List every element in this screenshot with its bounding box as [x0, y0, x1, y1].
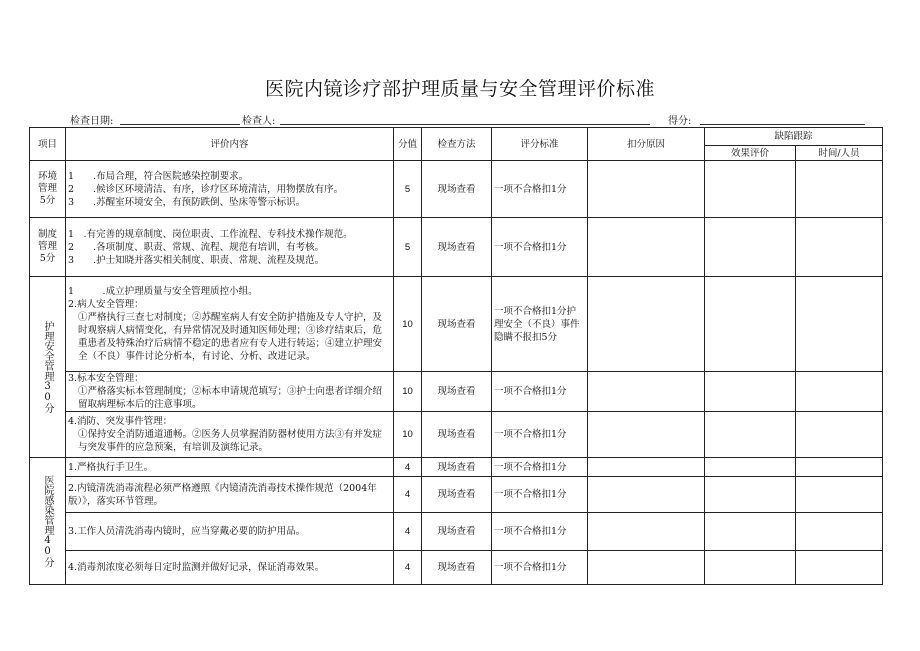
header-item: 项目 — [30, 128, 66, 161]
effect-evaluation-cell[interactable] — [705, 412, 796, 458]
check-method: 现场查看 — [422, 412, 492, 458]
table-row — [30, 551, 883, 585]
evaluation-content: 3.标本安全管理： ①严格落实标本管理制度；②标本申请规范填写；③护士向患者详细介绍留取病理标本后的注意事项。 — [66, 372, 394, 412]
evaluation-content: 1.严格执行手卫生。 — [66, 458, 394, 477]
check-method: 现场查看 — [422, 161, 492, 218]
header-row-1 — [30, 128, 883, 146]
check-method: 现场查看 — [422, 277, 492, 372]
header-criteria: 评分标准 — [492, 128, 588, 161]
evaluation-content: 1 .布局合理，符合医院感染控制要求。 2 .候诊区环境清洁、有序，诊疗区环境清洁，用物摆放有序。 3 .苏醒室环境安全，有预防跌倒、坠床等警示标识。 — [66, 161, 394, 218]
deduction-reason-cell[interactable] — [588, 277, 705, 372]
time-person-cell[interactable] — [796, 372, 883, 412]
time-person-cell[interactable] — [796, 458, 883, 477]
evaluation-content: 3.工作人员清洗消毒内镜时，应当穿戴必要的防护用品。 — [66, 513, 394, 551]
check-method: 现场查看 — [422, 477, 492, 513]
table-row — [30, 218, 883, 277]
header-followup: 缺陷跟踪 — [705, 128, 883, 146]
deduction-reason-cell[interactable] — [588, 513, 705, 551]
scoring-criteria: 一项不合格扣1分 — [492, 513, 588, 551]
check-date-label: 检查日期: — [70, 116, 114, 127]
deduction-reason-cell[interactable] — [588, 161, 705, 218]
time-person-cell[interactable] — [796, 477, 883, 513]
effect-evaluation-cell[interactable] — [705, 372, 796, 412]
scoring-criteria: 一项不合格扣1分 — [492, 477, 588, 513]
effect-evaluation-cell[interactable] — [705, 551, 796, 585]
table-row — [30, 372, 883, 412]
effect-evaluation-cell[interactable] — [705, 477, 796, 513]
deduction-reason-cell[interactable] — [588, 551, 705, 585]
table-row — [30, 458, 883, 477]
scoring-criteria: 一项不合格扣1分 — [492, 161, 588, 218]
scoring-criteria: 一项不合格扣1分 — [492, 372, 588, 412]
scoring-criteria: 一项不合格扣1分 — [492, 412, 588, 458]
deduction-reason-cell[interactable] — [588, 458, 705, 477]
table-row — [30, 161, 883, 218]
inspector-field[interactable] — [280, 124, 650, 125]
effect-evaluation-cell[interactable] — [705, 161, 796, 218]
effect-evaluation-cell[interactable] — [705, 218, 796, 277]
check-method: 现场查看 — [422, 513, 492, 551]
header-score: 分值 — [394, 128, 422, 161]
score-value: 4 — [394, 477, 422, 513]
score-value: 5 — [394, 218, 422, 277]
score-value: 10 — [394, 277, 422, 372]
check-method: 现场查看 — [422, 218, 492, 277]
table-row — [30, 513, 883, 551]
scoring-criteria: 一项不合格扣1分 — [492, 551, 588, 585]
evaluation-content: 2.内镜清洗消毒流程必须严格遵照《内镜清洗消毒技术操作规范（2004年版）》，落实环节管理。 — [66, 477, 394, 513]
score-value: 10 — [394, 412, 422, 458]
score-value: 4 — [394, 513, 422, 551]
header-content: 评价内容 — [66, 128, 394, 161]
inspector-label: 检查人: — [242, 116, 276, 127]
scoring-criteria: 一项不合格扣1分护理安全（不良）事件隐瞒不报扣5分 — [492, 277, 588, 372]
time-person-cell[interactable] — [796, 412, 883, 458]
evaluation-table — [29, 127, 883, 585]
score-field[interactable] — [700, 124, 865, 125]
deduction-reason-cell[interactable] — [588, 218, 705, 277]
scoring-criteria: 一项不合格扣1分 — [492, 458, 588, 477]
score-value: 4 — [394, 551, 422, 585]
header-deduct: 扣分原因 — [588, 128, 705, 161]
check-method: 现场查看 — [422, 551, 492, 585]
effect-evaluation-cell[interactable] — [705, 513, 796, 551]
deduction-reason-cell[interactable] — [588, 477, 705, 513]
time-person-cell[interactable] — [796, 551, 883, 585]
table-row — [30, 477, 883, 513]
section-name: 医院感染管理40分 — [30, 458, 66, 585]
document-title: 医院内镜诊疗部护理质量与安全管理评价标准 — [264, 78, 655, 100]
check-method: 现场查看 — [422, 458, 492, 477]
section-name: 护理安全管理30分 — [30, 277, 66, 458]
time-person-cell[interactable] — [796, 218, 883, 277]
score-value: 5 — [394, 161, 422, 218]
header-method: 检查方法 — [422, 128, 492, 161]
evaluation-content: 1 .有完善的规章制度、岗位职责、工作流程、专科技术操作规范。 2 .各项制度、职责、常规、流程、规范有培训，有考核。 3 .护士知晓并落实相关制度、职责、常规、流程及规范。 — [66, 218, 394, 277]
deduction-reason-cell[interactable] — [588, 372, 705, 412]
effect-evaluation-cell[interactable] — [705, 277, 796, 372]
time-person-cell[interactable] — [796, 277, 883, 372]
time-person-cell[interactable] — [796, 161, 883, 218]
section-name: 环境 管理 5分 — [30, 161, 66, 218]
check-date-field[interactable] — [120, 124, 240, 125]
score-label: 得分: — [668, 116, 692, 127]
check-method: 现场查看 — [422, 372, 492, 412]
effect-evaluation-cell[interactable] — [705, 458, 796, 477]
table-row — [30, 277, 883, 372]
header-time-person: 时间/人员 — [796, 146, 883, 161]
header-effect: 效果评价 — [705, 146, 796, 161]
scoring-criteria: 一项不合格扣1分 — [492, 218, 588, 277]
inspection-meta — [70, 112, 870, 128]
section-name: 制度 管理 5分 — [30, 218, 66, 277]
deduction-reason-cell[interactable] — [588, 412, 705, 458]
score-value: 4 — [394, 458, 422, 477]
evaluation-content: 4.消防、突发事件管理： ①保持安全消防通道通畅。②医务人员掌握消防器材使用方法③有并发症与突发事件的应急预案，有培训及演练记录。 — [66, 412, 394, 458]
time-person-cell[interactable] — [796, 513, 883, 551]
table-row — [30, 412, 883, 458]
score-value: 10 — [394, 372, 422, 412]
evaluation-content: 1 .成立护理质量与安全管理质控小组。 2.病人安全管理： ①严格执行三查七对制度；②苏醒室病人有安全防护措施及专人守护，及时观察病人病情变化，有异常情况及时通知医师处理；③诊疗结束后，危重患者及特殊治疗后病情不稳定的患者应有专人进行转运；④建立护理安全（不良）事件讨论分析本，有讨论、分析、改进记录。 — [66, 277, 394, 372]
evaluation-content: 4.消毒剂浓度必须每日定时监测并做好记录，保证消毒效果。 — [66, 551, 394, 585]
